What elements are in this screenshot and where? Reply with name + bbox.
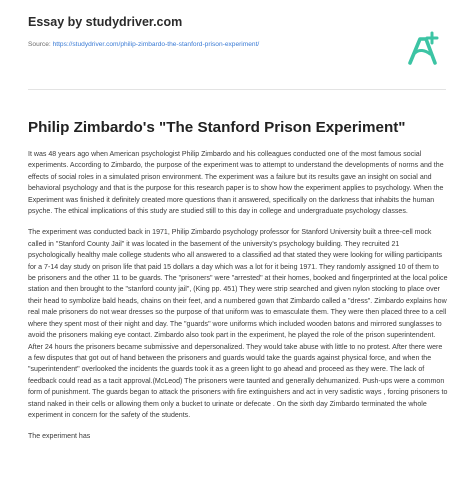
source-label: Source: [28, 41, 51, 48]
essay-body [28, 149, 448, 453]
essay-title: Philip Zimbardo's "The Stanford Prison Experiment" [28, 119, 406, 136]
a-plus-logo-icon [407, 30, 441, 66]
paragraph-2: The experiment was conducted back in 1971, Philip Zimbardo psychology professor for Stanford University built a three-cell mock called in "Stanford County Jail" it was located in the basement of the university's psychology building. They recruited 21 psychologically healthy male college students who all answered to a classified ad that stated they were looking for willing participants for a 7-14 day study on prison life that paid 15 dollars a day which was a lot for it being 1971. They randomly assigned 10 of them to be prisoners and the other 11 to be guards. The "prisoners" were "arrested" at their homes, booked and fingerprinted at the local police station and then brought to the "stanford county jail", (King pp. 451) They were strip searched and given nylon stocking to place over their head to symbolize bald heads, chains on their feet, and a numbered gown that Zimbardo called a "dress". Zimbardo explains how real male prisoners do not wear dresses so the purpose of that uniform was to emasculate them. They were then placed three to a cell where they spent most of their night and day. The "guards" wore uniforms which included wooden batons and mirrored sunglasses to avoid the prisoners making eye contact. Zimbardo also took part in the experiment, he played the role of the prison superintendent. After 24 hours the prisoners became submissive and depersonalized. They would take abuse with little to no protest. After there were a few disputes that got out of hand between the prisoners and guards would take the guards against physical force, and when the "superintendent" overlooked the incidents the guards took it as a green light to go ahead and proceed as they were. The lack of feedback could read as a tacit approval.(McLeod) The prisoners were taunted and generally dehumanized. Push-ups were a common form of punishment. The guards began to attack the prisoners with fire extinguishers and act in very sadistic ways , forcing prisoners to stand naked in their cells or allowing them only a bucket to urinate or defecate . On the sixth day Zimbardo terminated the whole experiment in concern for the safety of the students. [28, 229, 448, 419]
source-link[interactable]: https://studydriver.com/philip-zimbardo-the-stanford-prison-experiment/ [52, 41, 260, 48]
page-header [28, 14, 398, 50]
bottom-fade [0, 459, 474, 489]
paragraph-3: The experiment has [28, 433, 91, 441]
brand-title: Essay by studydriver.com [28, 15, 183, 29]
paragraph-1: It was 48 years ago when American psychologist Philip Zimbardo and his colleagues conducted one of the most famous social experiments. According to Zimbardo, the purpose of the experiment was to attempt to understand the developments of norms and the effects of social roles in a simulated prison environment. The experiment was a failure but its results gave an insight on social and behavioral psychology and that is the purpose for this research paper is to show how the experiment applies to psychology. When the Experiment was finished it definitely created more questions than it answered, specifically on the darkness that inhabits the human psyche. The ethical implications of this study are studied still to this day in college and undergraduate psychology classes. [28, 151, 444, 216]
header-divider [28, 89, 446, 90]
source-line [28, 40, 398, 50]
